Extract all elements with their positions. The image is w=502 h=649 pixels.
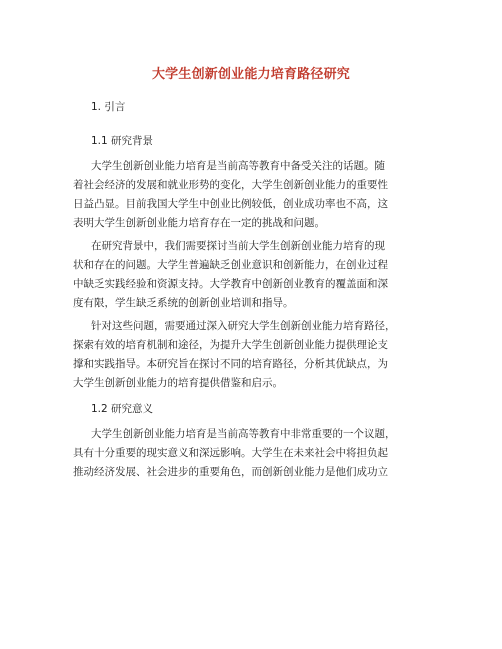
section-heading-background: 1.1 研究背景: [91, 135, 154, 147]
paragraph-line: 推动经济发展、社会进步的重要角色，而创新创业能力是他们成功立: [73, 466, 388, 478]
paragraph-background-3: [73, 317, 433, 393]
paragraph-line: 表明大学生创新创业能力培育存在一定的挑战和问题。: [73, 217, 325, 229]
paragraph-background-1: [73, 157, 433, 233]
paragraph-line: 大学生创新创业能力的培育提供借鉴和启示。: [73, 377, 283, 389]
paragraph-line: 中缺乏实践经验和资源支持。大学教育中创新创业教育的覆盖面和深: [73, 278, 388, 290]
paragraph-line: 针对这些问题，需要通过深入研究大学生创新创业能力培育路径，: [91, 320, 396, 332]
paragraph-line: 着社会经济的发展和就业形势的变化，大学生创新创业能力的重要性: [73, 179, 388, 191]
paragraph-line: 在研究背景中，我们需要探讨当前大学生创新创业能力培育的现: [91, 240, 385, 252]
paragraph-line: 探索有效的培育机制和途径，为提升大学生创新创业能力提供理论支: [73, 339, 388, 351]
paragraph-line: 日益凸显。目前我国大学生中创业比例较低，创业成功率也不高，这: [73, 198, 388, 210]
document-title: 大学生创新创业能力培育路径研究: [151, 67, 350, 82]
paragraph-line: 状和存在的问题。大学生普遍缺乏创业意识和创新能力，在创业过程: [73, 259, 388, 271]
paragraph-line: 撑和实践指导。本研究旨在探讨不同的培育路径，分析其优缺点，为: [73, 358, 388, 370]
paragraph-line: 大学生创新创业能力培育是当前高等教育中非常重要的一个议题，: [91, 428, 396, 440]
section-heading-introduction: 1. 引言: [91, 101, 126, 113]
paragraph-significance-1: [73, 425, 433, 482]
paragraph-line: 具有十分重要的现实意义和深远影响。大学生在未来社会中将担负起: [73, 447, 388, 459]
section-heading-significance: 1.2 研究意义: [91, 403, 154, 415]
paragraph-background-2: [73, 237, 433, 313]
paragraph-line: 大学生创新创业能力培育是当前高等教育中备受关注的话题。随: [91, 160, 385, 172]
paragraph-line: 度有限，学生缺乏系统的创新创业培训和指导。: [73, 297, 294, 309]
